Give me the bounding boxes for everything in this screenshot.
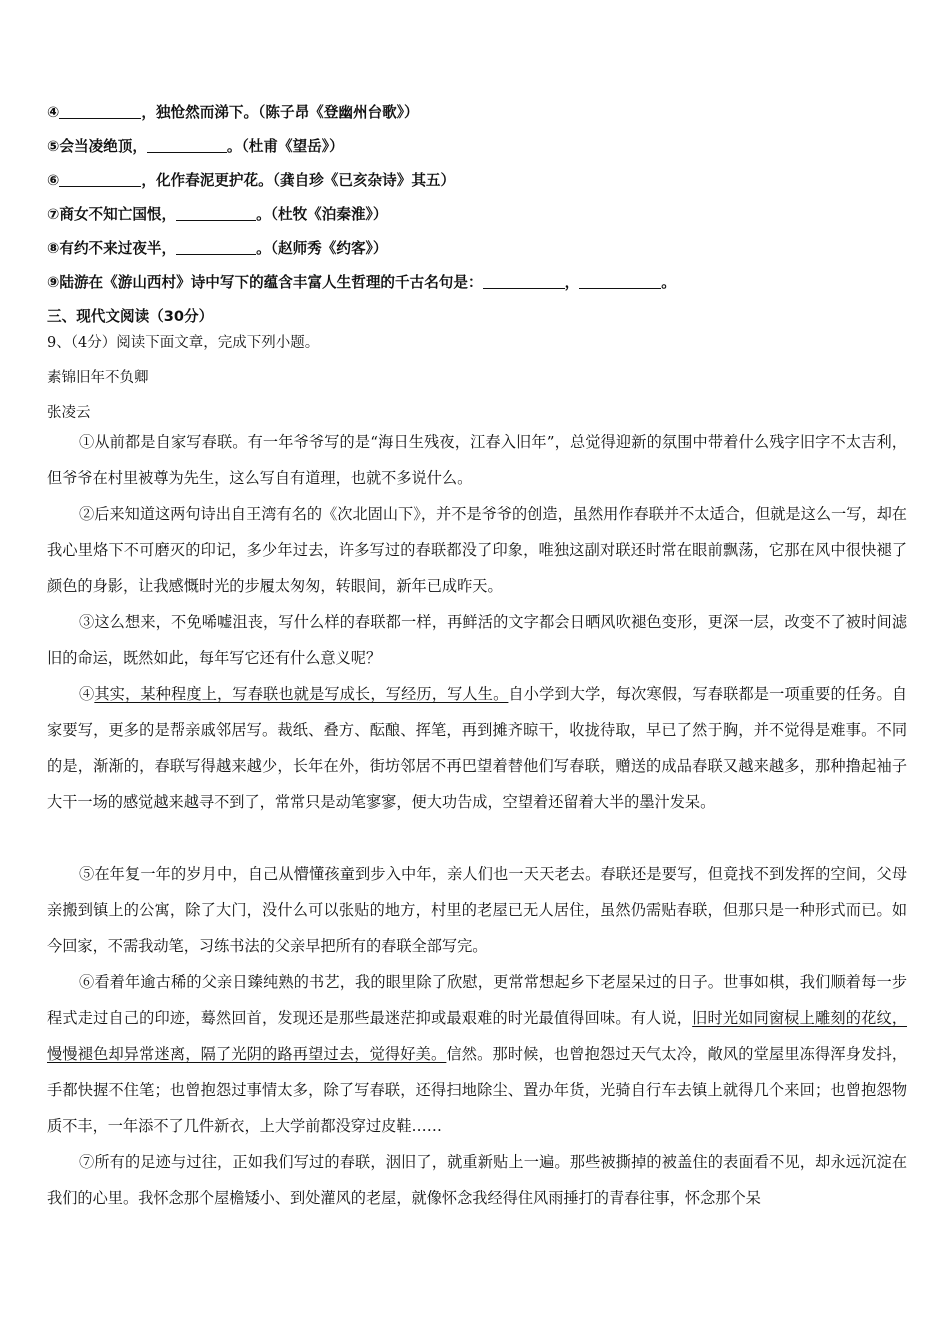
- recitation-q8: ⑧有约不来过夜半， 。（赵师秀《约客》）: [47, 240, 388, 257]
- answer-blank[interactable]: [176, 206, 256, 221]
- paragraph-1: ①从前都是自家写春联。有一年爷爷写的是“海日生残夜，江春入旧年”，总觉得迎新的氛围中带着什么残字旧字不太吉利，但爷爷在村里被尊为先生，这么写自有道理，也就不多说什么。: [47, 433, 907, 488]
- underlined-sentence: 旧时光如同窗棂上雕刻的花纹，慢慢褪色却异常迷离，隔了光阴的路再望过去，觉得好美。: [47, 1009, 908, 1064]
- paragraph-2: ②后来知道这两句诗出自王湾有名的《次北固山下》，并不是爷爷的创造，虽然用作春联并不太适合，但就是这么一写，却在我心里烙下不可磨灭的印记，多少年过去，许多写过的春联都没了印象，唯独这副对联还时常在眼前飘荡，它那在风中很快褪了颜色的身影，让我感慨时光的步履太匆匆，转眼间，新年已成昨天。: [47, 505, 907, 596]
- answer-blank[interactable]: [147, 138, 227, 153]
- article-title: 素锦旧年不负卿: [47, 370, 149, 386]
- paragraph-6: ⑥看着年逾古稀的父亲日臻纯熟的书艺，我的眼里除了欣慰，更常常想起乡下老屋呆过的日子。世事如棋，我们顺着每一步程式走过自己的印迹，蓦然回首，发现还是那些最迷茫抑或最艰难的时光最值得回味。有人说，旧时光如同窗棂上雕刻的花纹，慢慢褪色却异常迷离，隔了光阴的路再望过去，觉得好美。信然。那时候，也曾抱怨过天气太冷，敞风的堂屋里冻得浑身发抖，手都快握不住笔；也曾抱怨过事情太多，除了写春联，还得扫地除尘、置办年货，光骑自行车去镇上就得几个来回；也曾抱怨物质不丰，一年添不了几件新衣，上大学前都没穿过皮鞋……: [47, 973, 908, 1136]
- paragraph-4: ④其实，某种程度上，写春联也就是写成长，写经历，写人生。自小学到大学，每次寒假，写春联都是一项重要的任务。自家要写，更多的是帮亲戚邻居写。裁纸、叠方、酝酿、挥笔，再到摊齐晾干，收拢待取，早已了然于胸，并不觉得是难事。不同的是，渐渐的，春联写得越来越少，长年在外，街坊邻居不再巴望着替他们写春联，赠送的成品春联又越来越多，那种撸起袖子大干一场的感觉越来越寻不到了，常常只是动笔寥寥，便大功告成，空望着还留着大半的墨汁发呆。: [47, 685, 908, 812]
- recitation-q6: ⑥ ，化作春泥更护花。（龚自珍《已亥杂诗》其五）: [47, 172, 456, 189]
- paragraph-7: ⑦所有的足迹与过往，正如我们写过的春联，洇旧了，就重新贴上一遍。那些被撕掉的被盖住的表面看不见，却永远沉淀在我们的心里。我怀念那个屋檐矮小、到处灌风的老屋，就像怀念我经得住风雨捶打的青春往事，怀念那个呆: [47, 1153, 907, 1208]
- recitation-q4: ④ ，独怆然而涕下。（陈子昂《登幽州台歌》）: [47, 104, 419, 121]
- question-stem: 9、（4分）阅读下面文章，完成下列小题。: [47, 335, 320, 351]
- answer-blank[interactable]: [579, 274, 661, 289]
- article-author: 张凌云: [47, 405, 91, 421]
- section-heading: 三、现代文阅读（30分）: [47, 308, 214, 325]
- recitation-q5: ⑤会当凌绝顶， 。（杜甫《望岳》）: [47, 138, 344, 155]
- answer-blank[interactable]: [483, 274, 565, 289]
- paragraph-5: ⑤在年复一年的岁月中，自己从懵懂孩童到步入中年，亲人们也一天天老去。春联还是要写，但竟找不到发挥的空间，父母亲搬到镇上的公寓，除了大门，没什么可以张贴的地方，村里的老屋已无人居住，虽然仍需贴春联，但那只是一种形式而已。如今回家，不需我动笔，习练书法的父亲早把所有的春联全部写完。: [47, 865, 907, 956]
- underlined-sentence: 其实，某种程度上，写春联也就是写成长，写经历，写人生。: [94, 685, 509, 703]
- answer-blank[interactable]: [59, 172, 141, 187]
- recitation-q9: ⑨陆游在《游山西村》诗中写下的蕴含丰富人生哲理的千古名句是： ， 。: [47, 274, 676, 291]
- answer-blank[interactable]: [176, 240, 256, 255]
- answer-blank[interactable]: [59, 104, 141, 119]
- paragraph-3: ③这么想来，不免唏嘘沮丧，写什么样的春联都一样，再鲜活的文字都会日晒风吹褪色变形，更深一层，改变不了被时间滤旧的命运，既然如此，每年写它还有什么意义呢？: [47, 613, 907, 668]
- recitation-q7: ⑦商女不知亡国恨， 。（杜牧《泊秦淮》）: [47, 206, 388, 223]
